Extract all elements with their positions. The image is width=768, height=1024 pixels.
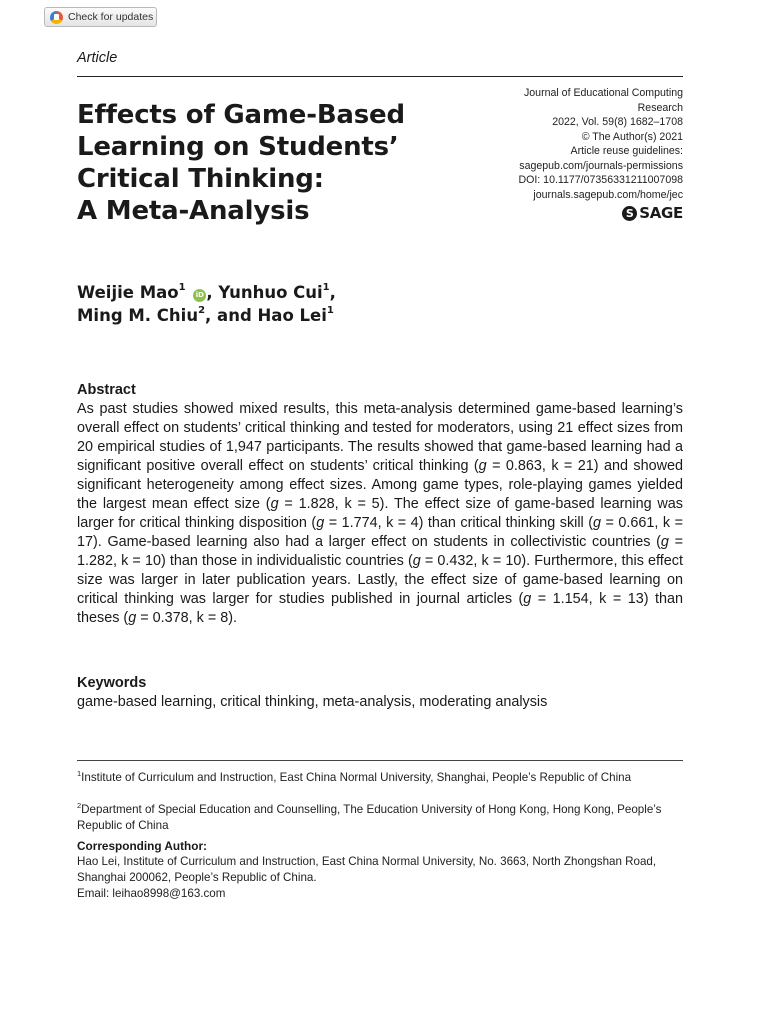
sage-s-icon: S bbox=[622, 206, 637, 221]
stat-symbol: g bbox=[128, 610, 137, 626]
abstract-text: = 0.661, k = 17). Game-based learning also had a larger effect on students in collectivistic countries ( bbox=[77, 515, 684, 550]
crossmark-icon bbox=[50, 11, 63, 24]
affiliation-text: Department of Special Education and Counselling, The Education University of Hong Kong, Hong Kong, People’s Republic of China bbox=[77, 803, 662, 832]
abstract-text: = 1.774, k = 4) than critical thinking skill ( bbox=[324, 515, 594, 531]
keywords-heading: Keywords bbox=[77, 675, 147, 691]
publisher-name: SAGE bbox=[639, 204, 683, 222]
stat-symbol: g bbox=[523, 591, 532, 607]
corresponding-author bbox=[77, 854, 683, 902]
corresponding-email[interactable]: Email: leihao8998@163.com bbox=[77, 887, 226, 900]
abstract-body bbox=[77, 400, 683, 628]
journal-home-link[interactable]: journals.sagepub.com/home/jec bbox=[533, 188, 683, 201]
affiliation-sup: 2 bbox=[77, 801, 82, 810]
header-rule bbox=[77, 76, 683, 77]
abstract-text: As past studies showed mixed results, this meta-analysis determined game-based learning’s overall effect on students’ critical thinking and tested for moderators, using 21 effect sizes from 20 empirical studies of 1,947 participants. The results showed that game-based learning had a significant positive overall effect on students’ critical thinking ( bbox=[77, 401, 683, 474]
doi[interactable]: DOI: 10.1177/07356331211007098 bbox=[518, 174, 683, 186]
footnote-rule bbox=[77, 760, 683, 761]
journal-meta bbox=[493, 86, 683, 202]
reuse-guidelines: Article reuse guidelines: bbox=[570, 145, 683, 157]
abstract-text: = 0.432, k = 10). Furthermore, this effect size was larger in later publication years. Lastly, the effect size of game-based learning on critical thinking was larger for studies published in journal articles ( bbox=[77, 553, 683, 607]
abstract-text: = 1.282, k = 10) than those in individualistic countries ( bbox=[77, 534, 683, 569]
article-title bbox=[77, 99, 457, 227]
author-separator: , bbox=[329, 283, 336, 302]
journal-name-cont: Research bbox=[637, 101, 683, 114]
keywords-list: game-based learning, critical thinking, meta-analysis, moderating analysis bbox=[77, 694, 548, 710]
stat-symbol: g bbox=[412, 553, 421, 569]
abstract-text: = 0.378, k = 8). bbox=[136, 610, 238, 626]
affiliation-1 bbox=[77, 770, 683, 786]
reuse-link[interactable]: sagepub.com/journals-permissions bbox=[519, 159, 683, 172]
abstract-text: = 0.863, k = 21) and showed significant heterogeneity among effect sizes. Among game types, role-playing games yielded the largest mean effect size ( bbox=[77, 458, 683, 512]
copyright: © The Author(s) 2021 bbox=[581, 130, 683, 143]
abstract-heading: Abstract bbox=[77, 382, 136, 398]
title-line: Critical Thinking: bbox=[77, 164, 324, 194]
author-list bbox=[77, 281, 336, 327]
affiliation-sup: 1 bbox=[77, 769, 82, 778]
stat-symbol: g bbox=[316, 515, 325, 531]
abstract-text: = 1.154, k = 13) than theses ( bbox=[77, 591, 683, 626]
article-type-label: Article bbox=[77, 50, 118, 66]
affiliation-sup: 1 bbox=[322, 282, 330, 293]
title-line: A Meta-Analysis bbox=[77, 196, 310, 226]
check-for-updates-button[interactable] bbox=[44, 7, 157, 27]
corresponding-address: Hao Lei, Institute of Curriculum and Instruction, East China Normal University, No. 3663, North Zhongshan Road, Shanghai 200062, People’s Republic of China. bbox=[77, 855, 657, 884]
title-line: Learning on Students’ bbox=[77, 132, 399, 162]
stat-symbol: g bbox=[478, 458, 487, 474]
check-for-updates-label: Check for updates bbox=[68, 11, 154, 23]
author-name: Weijie Mao bbox=[77, 283, 179, 302]
author-name: , Yunhuo Cui bbox=[206, 283, 323, 302]
author-name: Ming M. Chiu bbox=[77, 306, 199, 325]
journal-volume: 2022, Vol. 59(8) 1682–1708 bbox=[552, 116, 683, 128]
stat-symbol: g bbox=[593, 515, 602, 531]
sage-logo bbox=[622, 204, 683, 222]
corresponding-author-heading: Corresponding Author: bbox=[77, 839, 207, 853]
affiliation-2 bbox=[77, 802, 683, 834]
stat-symbol: g bbox=[660, 534, 669, 550]
author-line-2 bbox=[77, 304, 336, 327]
affiliation-text: Institute of Curriculum and Instruction, East China Normal University, Shanghai, People’s Republic of China bbox=[81, 771, 632, 784]
stat-symbol: g bbox=[270, 496, 279, 512]
author-line-1 bbox=[77, 281, 336, 304]
journal-name: Journal of Educational Computing bbox=[523, 87, 683, 99]
title-line: Effects of Game-Based bbox=[77, 100, 405, 130]
author-name: , and Hao Lei bbox=[205, 306, 327, 325]
affiliation-sup: 2 bbox=[198, 305, 206, 316]
affiliation-sup: 1 bbox=[178, 282, 186, 293]
abstract-text: = 1.828, k = 5). The effect size of game-based learning was larger for critical thinking disposition ( bbox=[77, 496, 683, 531]
orcid-icon[interactable]: iD bbox=[193, 289, 206, 302]
affiliation-sup: 1 bbox=[326, 305, 334, 316]
